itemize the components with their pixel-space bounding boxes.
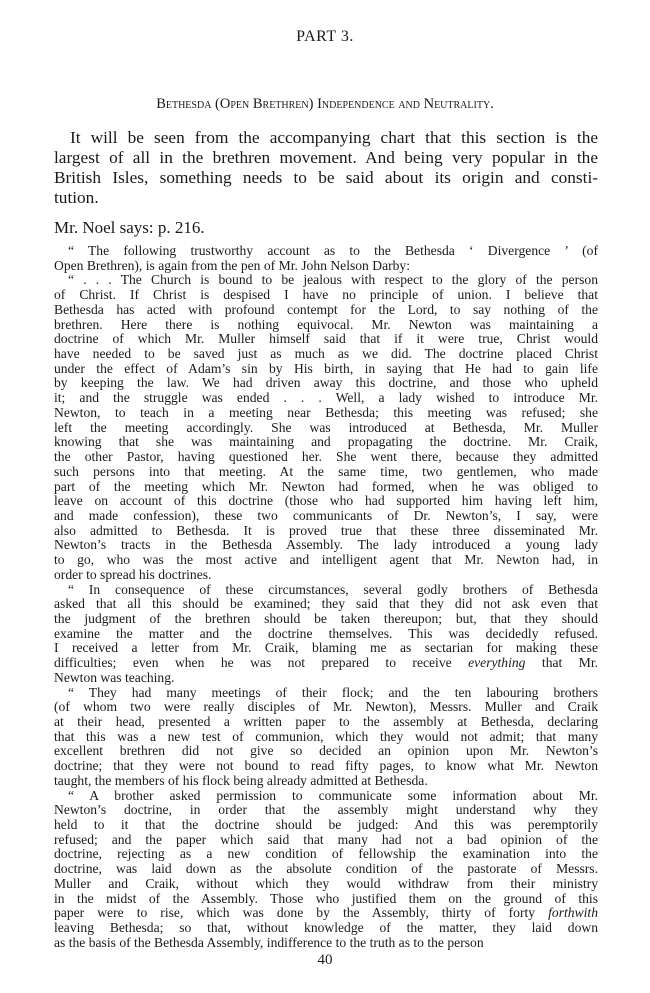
text-line: doctrine of which Mr. Muller himself said that if it were true, Christ would [54, 331, 598, 347]
text-line: the judgment of the brethren should be taken thereupon; but, that they should [54, 610, 598, 626]
text-segment: paper were to rise, which was done by the Assembly, thirty of forty [54, 905, 549, 921]
text-line [54, 906, 598, 921]
text-line: leaving Bethesda; so that, without knowledge of the matter, they laid down [54, 920, 598, 936]
text-line: knowing that she was maintaining and propagating the doctrine. Mr. Craik, [54, 434, 598, 450]
paragraph [54, 583, 598, 686]
text-line: I received a letter from Mr. Craik, blaming me as sectarian for making these [54, 640, 598, 656]
paragraph [54, 273, 598, 582]
text-line: by keeping the law. We had driven away this doctrine, and those who upheld [54, 375, 598, 391]
section-heading: Bethesda (Open Brethren) Independence and Neutrality. [156, 96, 494, 112]
text-line: Open Brethren), is again from the pen of Mr. John Nelson Darby: [54, 257, 410, 273]
intro-paragraph [54, 128, 598, 208]
text-line: “ A brother asked permission to communicate some information about Mr. [68, 787, 598, 803]
text-line: under the effect of Adam’s sin by His birth, in saying that He had to gain life [54, 360, 598, 376]
text-line: doctrine; that they were not bound to read fifty pages, to know what Mr. Newton [54, 758, 598, 774]
text-line: left the meeting accordingly. She was introduced at Bethesda, Mr. Muller [54, 419, 598, 435]
text-line: examine the matter and the doctrine themselves. This was decidedly refused. [54, 625, 598, 641]
text-line [54, 656, 598, 671]
text-line: that this was a new test of communion, which they would not admit; that many [54, 728, 598, 744]
text-line: such persons into that meeting. At the same time, two gentlemen, who made [54, 463, 598, 479]
italic-text: forthwith [548, 905, 598, 921]
text-line: “ They had many meetings of their flock; and the ten labouring brothers [68, 684, 598, 700]
text-line: largest of all in the brethren movement. And being very popular in the [54, 148, 598, 167]
text-line: at their head, presented a written paper to the assembly at Bethesda, declaring [54, 714, 598, 729]
text-line: to go, who was the most active and intelligent agent that Mr. Newton had, in [54, 552, 598, 568]
paragraph [54, 244, 598, 273]
italic-text: everything [468, 655, 526, 671]
text-line: have needed to be saved just as much as we did. The doctrine placed Christ [54, 346, 598, 362]
text-line: Newton’s tracts in the Bethesda Assembly. The lady introduced a young lady [54, 537, 598, 553]
text-line: Newton, to teach in a meeting near Bethesda; this meeting was refused; she [54, 404, 598, 420]
text-line: the other Pastor, having questioned her. She went there, because they admitted [54, 449, 598, 465]
text-line: also admitted to Bethesda. It is proved true that these three disseminated Mr. [54, 522, 598, 538]
text-line: Bethesda has acted with profound contempt for the Lord, to say nothing of the [54, 301, 598, 317]
text-line: Newton was teaching. [54, 669, 175, 685]
citation-line: Mr. Noel says: p. 216. [54, 218, 205, 237]
text-line: refused; and the paper which said that many had not a bad opinion of the [54, 831, 598, 847]
text-line: “ In consequence of these circumstances, several godly brothers of Bethesda [68, 581, 598, 597]
text-line: It will be seen from the accompanying chart that this section is the [70, 128, 598, 147]
text-line: “ The following trustworthy account as to the Bethesda ‘ Divergence ’ (of [68, 243, 598, 258]
text-line: held to it that the doctrine should be judged: And this was peremptorily [54, 817, 598, 833]
text-line: and made confession), these two communicants of Dr. Newton’s, I say, were [54, 507, 598, 523]
text-line: in the midst of the Assembly. Those who justified them on the ground of this [54, 890, 598, 906]
text-line: asked that all this should be examined; they said that they did not ask even that [54, 596, 598, 612]
text-segment: difficulties; even when he was not prepared to receive [54, 655, 469, 671]
text-line: tution. [54, 188, 99, 207]
text-line: British Isles, something needs to be said about its origin and consti- [54, 168, 598, 187]
text-line: “ . . . The Church is bound to be jealous with respect to the glory of the person [68, 272, 598, 288]
text-line: (of whom two were really disciples of Mr. Newton), Messrs. Muller and Craik [54, 699, 598, 715]
text-line: leave on account of this doctrine (those who had supported him having left him, [54, 493, 598, 509]
quoted-body [54, 244, 598, 951]
text-line: as the basis of the Bethesda Assembly, indifference to the truth as to the person [54, 934, 484, 950]
text-line: taught, the members of his flock being already admitted at Bethesda. [54, 772, 428, 788]
text-segment: that Mr. [525, 655, 598, 671]
page-title: PART 3. [296, 28, 354, 45]
text-line: brethren. Here there is nothing equivocal. Mr. Newton was maintaining a [54, 316, 598, 332]
text-line: of Christ. If Christ is despised I have no principle of union. I believe that [54, 287, 598, 303]
text-line: Newton’s doctrine, in order that the assembly might understand why they [54, 802, 598, 818]
page-number: 40 [317, 952, 333, 968]
text-line: part of the meeting which Mr. Newton had formed, when he was obliged to [54, 478, 598, 494]
paragraph [54, 686, 598, 789]
text-line: excellent brethren did not give so decided an opinion upon Mr. Newton’s [54, 743, 598, 759]
text-line: it; and the struggle was ended . . . Well, a lady wished to introduce Mr. [54, 390, 598, 406]
text-line: doctrine, was laid down as the absolute condition of the pastorate of Messrs. [54, 861, 598, 877]
paragraph [54, 789, 598, 951]
text-line: order to spread his doctrines. [54, 566, 212, 582]
text-line: doctrine, rejecting as a new condition of fellowship the examination into the [54, 846, 598, 862]
text-line: Muller and Craik, without which they would withdraw from their ministry [54, 875, 598, 891]
